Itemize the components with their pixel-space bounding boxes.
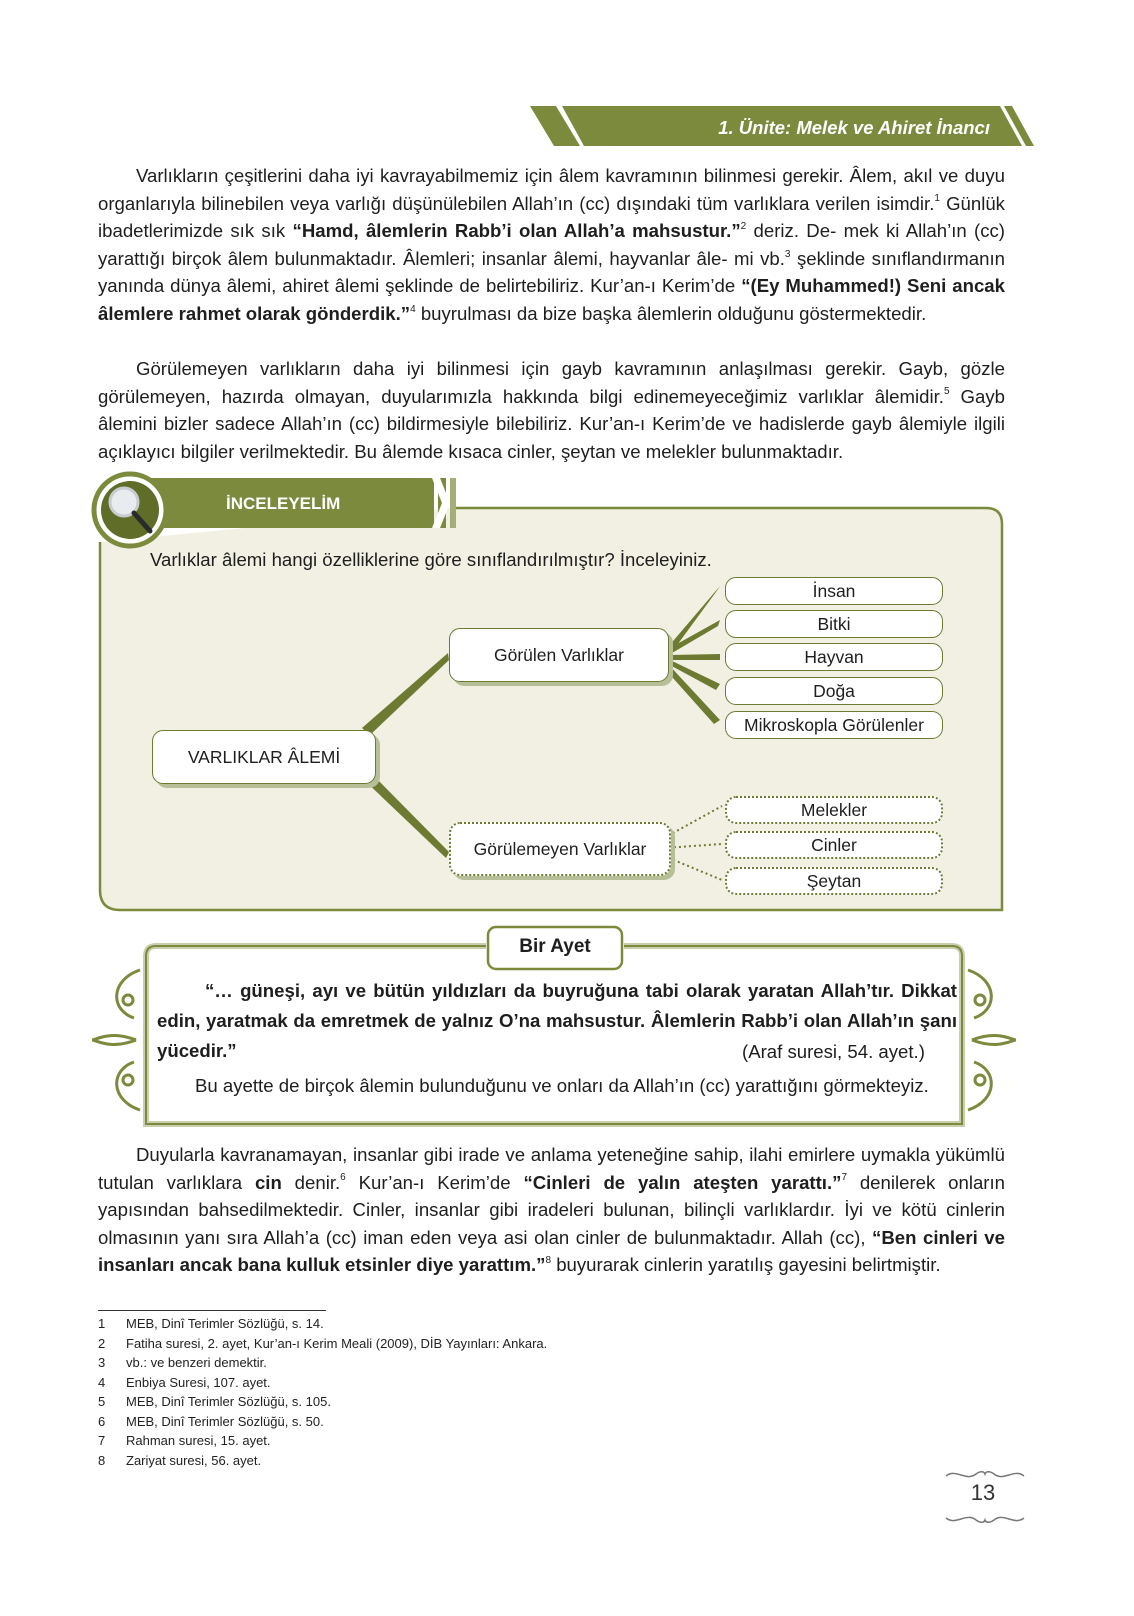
ayet-quote: “… güneşi, ayı ve bütün yıldızları da buyruğuna tabi olarak yaratan Allah’tır. Dikkat edin, yaratmak da emretmek de yalnız O’na mahsustur. Âlemlerin Rabb’i olan Allah’ın şanı yücedir.” bbox=[157, 980, 957, 1061]
visible-item: İnsan bbox=[725, 577, 943, 605]
unit-title: 1. Ünite: Melek ve Ahiret İnancı bbox=[718, 117, 990, 138]
footnote: 8 Zariyat suresi, 56. ayet. bbox=[98, 1453, 262, 1468]
visible-beings-node: Görülen Varlıklar bbox=[449, 628, 669, 682]
footnote: 3 vb.: ve benzeri demektir. bbox=[98, 1355, 267, 1370]
footnote: 6 MEB, Dinî Terimler Sözlüğü, s. 50. bbox=[98, 1414, 324, 1429]
paragraph-gayb: Görülemeyen varlıkların daha iyi bilinmesi için gayb kavramının anlaşılması gerekir. Gayb, gözle görülemeyen, hazırda olmayan, duyularımızla hakkında bilgi edinemeyeceğimiz varlıklar âlemidir.$^5$ Gayb âlemini bizler sadece Allah’ın (cc) bildirmesiyle bilebiliriz. Kur’an-ı Kerim’de ve hadislerde gayb âlemiyle ilgili açıklayıcı bilgiler verilmektedir. Bu âlemde kısaca cinler, şeytan ve melekler bulunmaktadır. bbox=[98, 358, 1005, 462]
root-node: VARLIKLAR ÂLEMİ bbox=[152, 730, 376, 784]
invisible-item: Cinler bbox=[725, 831, 943, 859]
visible-item: Bitki bbox=[725, 610, 943, 638]
ayet-comment: Bu ayette de birçok âlemin bulunduğunu ve onları da Allah’ın (cc) yarattığını görmekteyiz. bbox=[195, 1075, 929, 1096]
ayet-reference: (Araf suresi, 54. ayet.) bbox=[742, 1041, 925, 1062]
footnote: 5 MEB, Dinî Terimler Sözlüğü, s. 105. bbox=[98, 1394, 331, 1409]
visible-item: Doğa bbox=[725, 677, 943, 705]
paragraph-cin: Duyularla kavranamayan, insanlar gibi irade ve anlama yeteneğine sahip, ilahi emirlere uymakla yükümlü tutulan varlıklara cin denir.$^6$ Kur’an-ı Kerim’de “Cinleri de yalın ateşten yarattı.”$^7$ denilerek onların yapısından bahsedilmektedir. Cinler, insanlar gibi iradeleri bulunan, bilinçli varlıklardır. İyi ve kötü cinlerin olmasının yanı sıra Allah’a (cc) iman eden veya asi olan cinler de bulunmaktadır. Allah (cc), “Ben cinleri ve insanları ancak bana kulluk etsinler diye yarattım.”$^8$ buyurarak cinlerin yaratılış gayesini belirtmiştir. bbox=[98, 1144, 1005, 1276]
invisible-item: Melekler bbox=[725, 796, 943, 824]
visible-item: Mikroskopla Görülenler bbox=[725, 711, 943, 739]
invisible-beings-node: Görülemeyen Varlıklar bbox=[449, 822, 671, 876]
footnote-rule bbox=[98, 1310, 326, 1311]
ayet-title: Bir Ayet bbox=[519, 936, 591, 957]
visible-item: Hayvan bbox=[725, 643, 943, 671]
footnote: 1 MEB, Dinî Terimler Sözlüğü, s. 14. bbox=[98, 1316, 324, 1331]
footnote: 4 Enbiya Suresi, 107. ayet. bbox=[98, 1375, 271, 1390]
inceleyelim-question: Varlıklar âlemi hangi özelliklerine göre sınıflandırılmıştır? İnceleyiniz. bbox=[150, 549, 712, 570]
paragraph-alem: Varlıkların çeşitlerini daha iyi kavrayabilmemiz için âlem kavramının bilinmesi gerekir. Âlem, akıl ve duyu organlarıyla bilinebilen veya varlığı düşünülebilen Allah’ın (cc) dışındaki tüm varlıklara verilen isimdir.$^1$ Günlük ibadetlerimizde sık sık “Hamd, âlemlerin Rabb’i olan Allah’a mahsustur.”$^2$ deriz. De- mek ki Allah’ın (cc) yarattığı birçok âlem bulunmaktadır. Âlemleri; insanlar âlemi, hayvanlar âle- mi vb.$^3$ şeklinde sınıflandırmanın yanında dünya âlemi, ahiret âlemi şeklinde de belirtebiliriz. Kur’an-ı Kerim’de “(Ey Muhammed!) Seni ancak âlemlere rahmet olarak gönderdik.”$^4$ buyrulması da bize başka âlemlerin olduğunu göstermektedir. bbox=[98, 165, 1005, 324]
footnote: 7 Rahman suresi, 15. ayet. bbox=[98, 1433, 271, 1448]
page-number: 13 bbox=[970, 1480, 996, 1505]
footnote: 2 Fatiha suresi, 2. ayet, Kur’an-ı Kerim Meali (2009), DİB Yayınları: Ankara. bbox=[98, 1336, 548, 1351]
invisible-item: Şeytan bbox=[725, 867, 943, 895]
inceleyelim-title: İNCELEYELİM bbox=[226, 494, 341, 513]
